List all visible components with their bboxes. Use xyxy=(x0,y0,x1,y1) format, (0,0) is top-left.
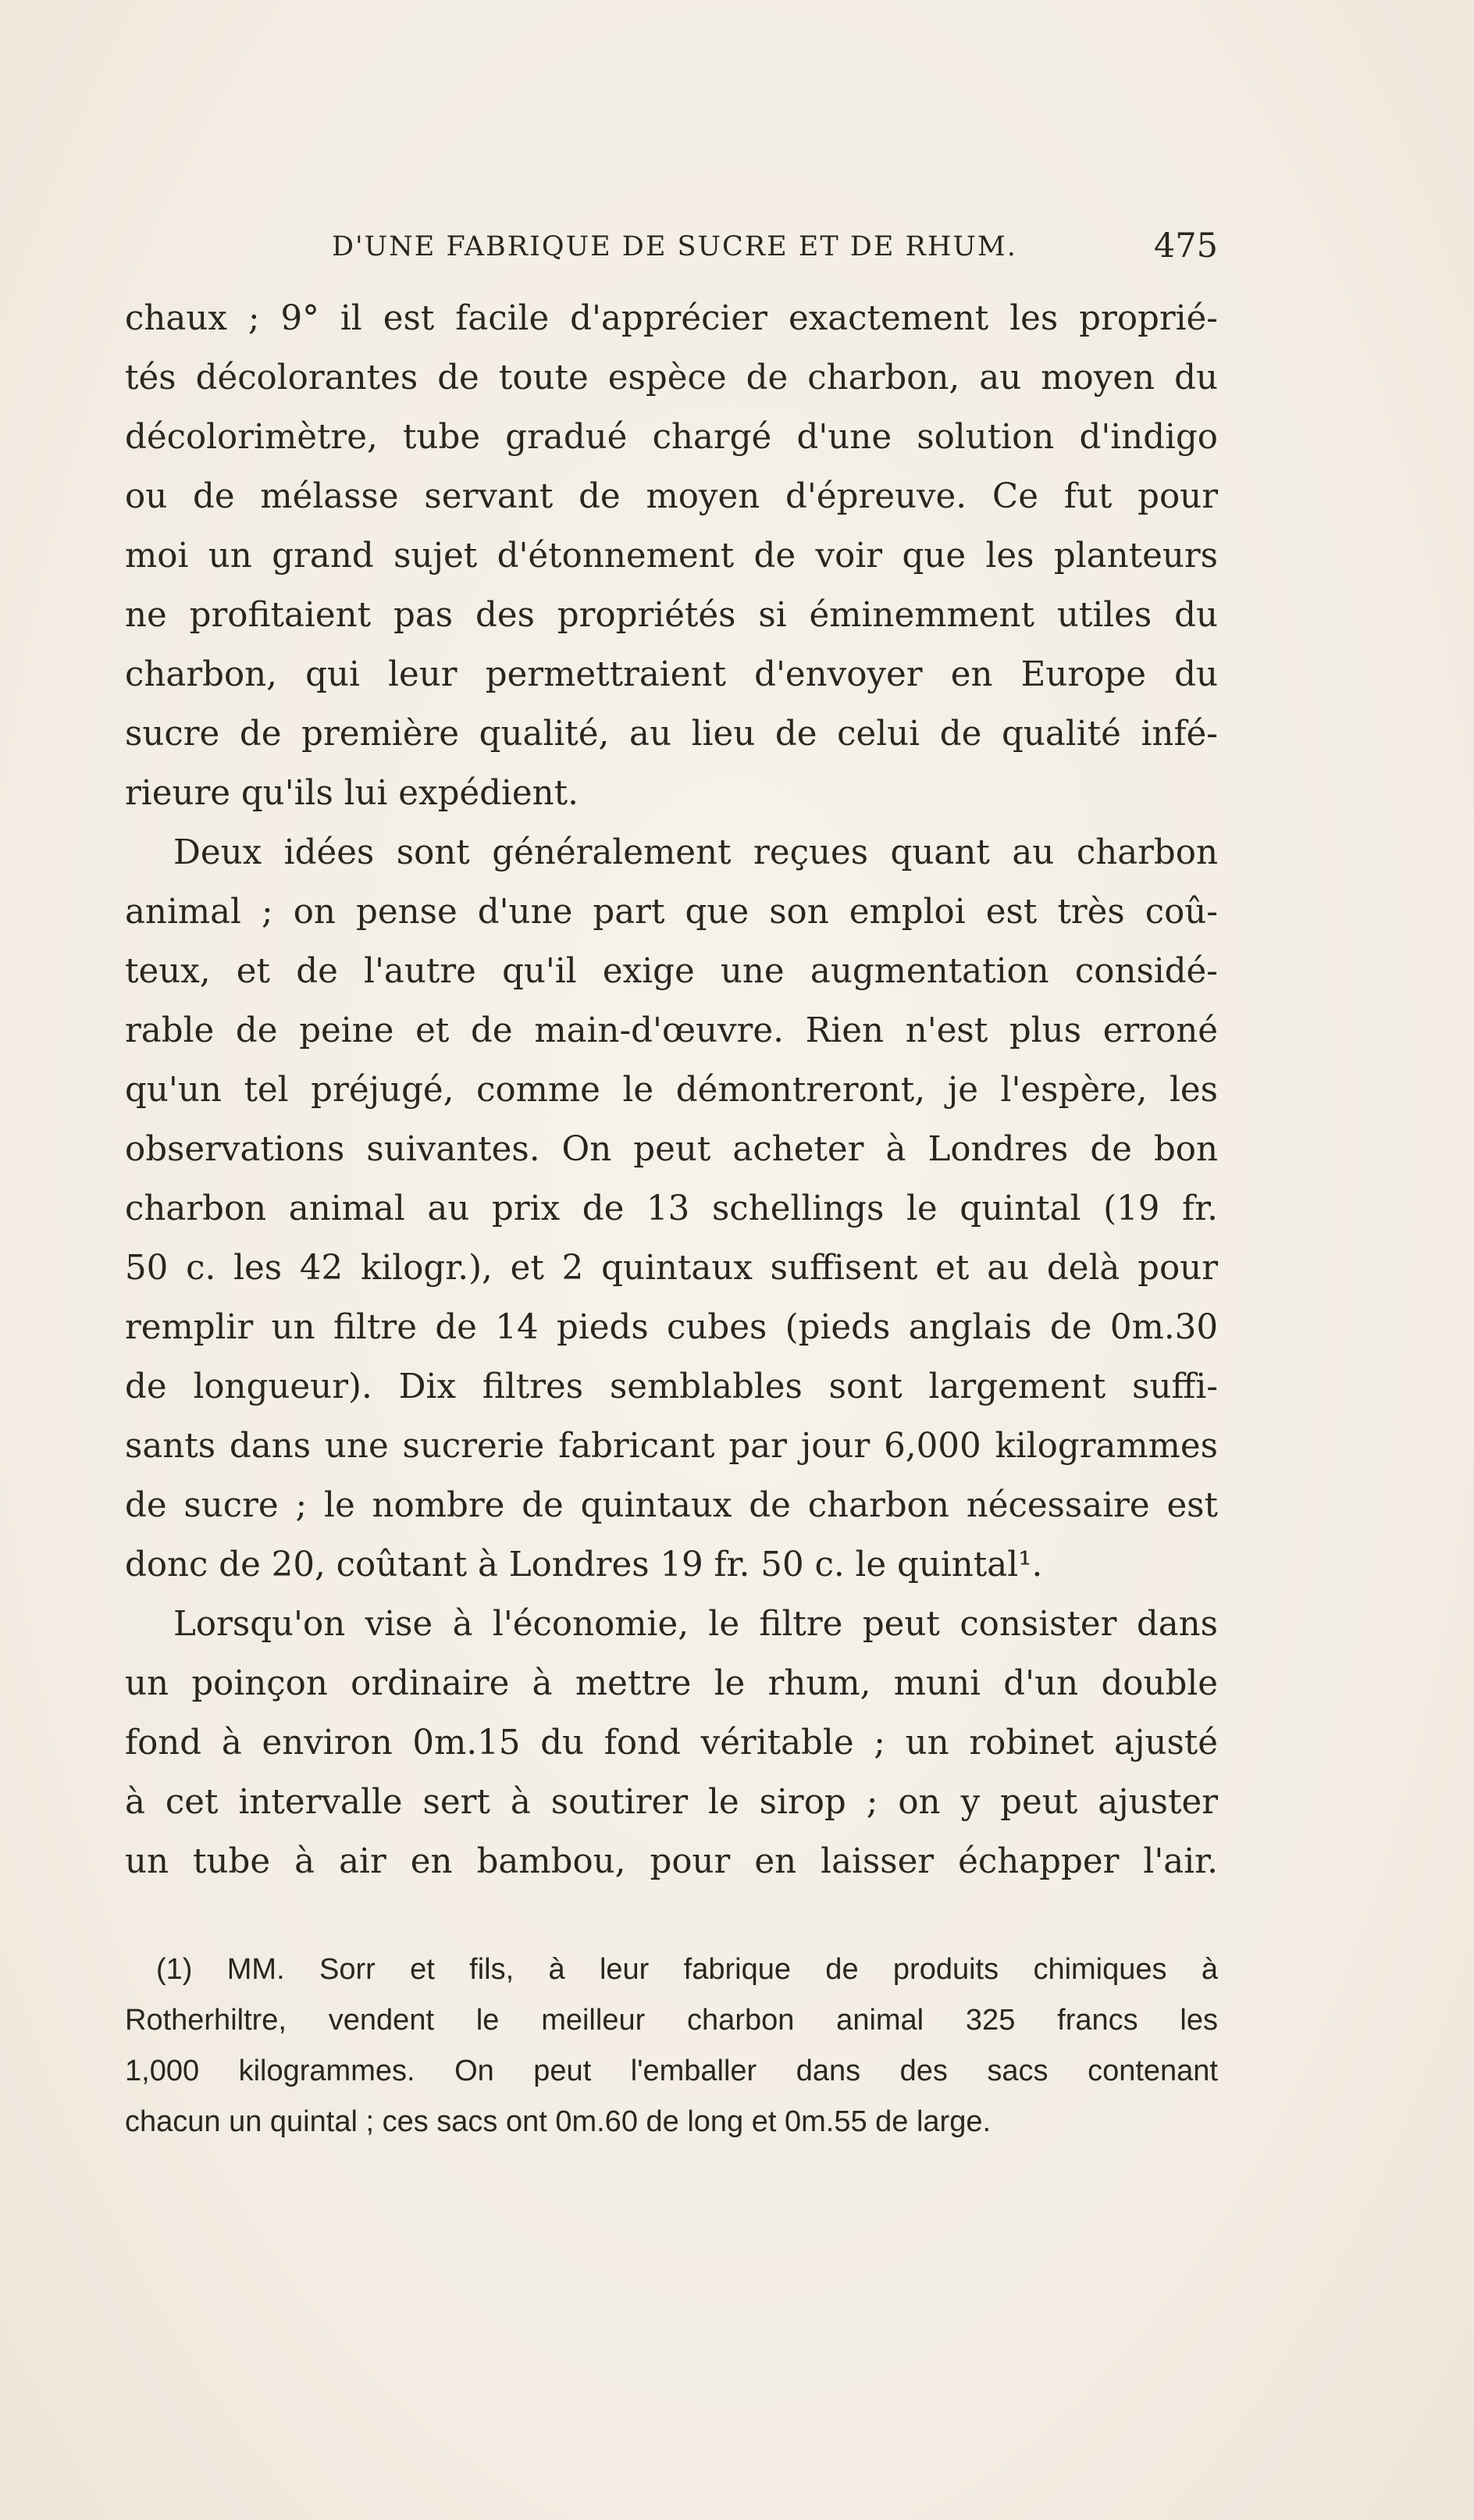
body-text xyxy=(125,289,1218,1891)
text-line: décolorimètre, tube gradué chargé d'une solution d'indigo xyxy=(125,418,1218,457)
text-line: Deux idées sont généralement reçues quant au charbon xyxy=(173,833,1218,872)
text-line: donc de 20, coûtant à Londres 19 fr. 50 c. le quintal¹. xyxy=(125,1545,1043,1584)
text-line: remplir un filtre de 14 pieds cubes (pieds anglais de 0m.30 xyxy=(125,1308,1218,1347)
text-line: rable de peine et de main-d'œuvre. Rien n'est plus erroné xyxy=(125,1011,1218,1050)
footnote-line: chacun un quintal ; ces sacs ont 0m.60 de long et 0m.55 de large. xyxy=(125,2105,992,2138)
footnote-line: 1,000 kilogrammes. On peut l'emballer dans des sacs contenant xyxy=(125,2055,1218,2087)
text-line: 50 c. les 42 kilogr.), et 2 quintaux suffisent et au delà pour xyxy=(125,1249,1218,1288)
text-line: sants dans une sucrerie fabricant par jour 6,000 kilogrammes xyxy=(125,1427,1218,1466)
text-line: Lorsqu'on vise à l'économie, le filtre peut consister dans xyxy=(173,1605,1218,1644)
text-line: ne profitaient pas des propriétés si éminemment utiles du xyxy=(125,596,1218,635)
text-line: sucre de première qualité, au lieu de celui de qualité infé- xyxy=(125,715,1218,754)
text-line: un tube à air en bambou, pour en laisser échapper l'air. xyxy=(125,1842,1218,1881)
text-line: de longueur). Dix filtres semblables sont largement suffi- xyxy=(125,1367,1218,1406)
footnote-line: (1) MM. Sorr et fils, à leur fabrique de produits chimiques à xyxy=(156,1953,1218,1986)
text-line: charbon animal au prix de 13 schellings le quintal (19 fr. xyxy=(125,1189,1218,1228)
text-line: observations suivantes. On peut acheter à Londres de bon xyxy=(125,1130,1218,1169)
text-line: ou de mélasse servant de moyen d'épreuve. Ce fut pour xyxy=(125,477,1218,516)
footnote xyxy=(125,1944,1218,2148)
text-line: fond à environ 0m.15 du fond véritable ; un robinet ajusté xyxy=(125,1723,1218,1763)
text-line: teux, et de l'autre qu'il exige une augmentation considé- xyxy=(125,952,1218,991)
text-line: moi un grand sujet d'étonnement de voir que les planteurs xyxy=(125,536,1218,576)
running-title: D'UNE FABRIQUE DE SUCRE ET DE RHUM. xyxy=(332,231,1017,262)
text-line: rieure qu'ils lui expédient. xyxy=(125,774,579,813)
page-number: 475 xyxy=(1153,226,1218,266)
text-line: charbon, qui leur permettraient d'envoyer en Europe du xyxy=(125,655,1218,694)
text-line: de sucre ; le nombre de quintaux de charbon nécessaire est xyxy=(125,1486,1218,1525)
text-line: chaux ; 9° il est facile d'apprécier exactement les proprié- xyxy=(125,299,1218,338)
text-line: à cet intervalle sert à soutirer le sirop ; on y peut ajuster xyxy=(125,1783,1218,1822)
text-line: un poinçon ordinaire à mettre le rhum, muni d'un double xyxy=(125,1664,1218,1703)
running-head xyxy=(125,226,1218,270)
footnote-line: Rotherhiltre, vendent le meilleur charbon animal 325 francs les xyxy=(125,2004,1218,2037)
text-line: animal ; on pense d'une part que son emploi est très coû- xyxy=(125,893,1218,932)
text-line: qu'un tel préjugé, comme le démontreront, je l'espère, les xyxy=(125,1071,1218,1110)
text-line: tés décolorantes de toute espèce de charbon, au moyen du xyxy=(125,358,1218,397)
